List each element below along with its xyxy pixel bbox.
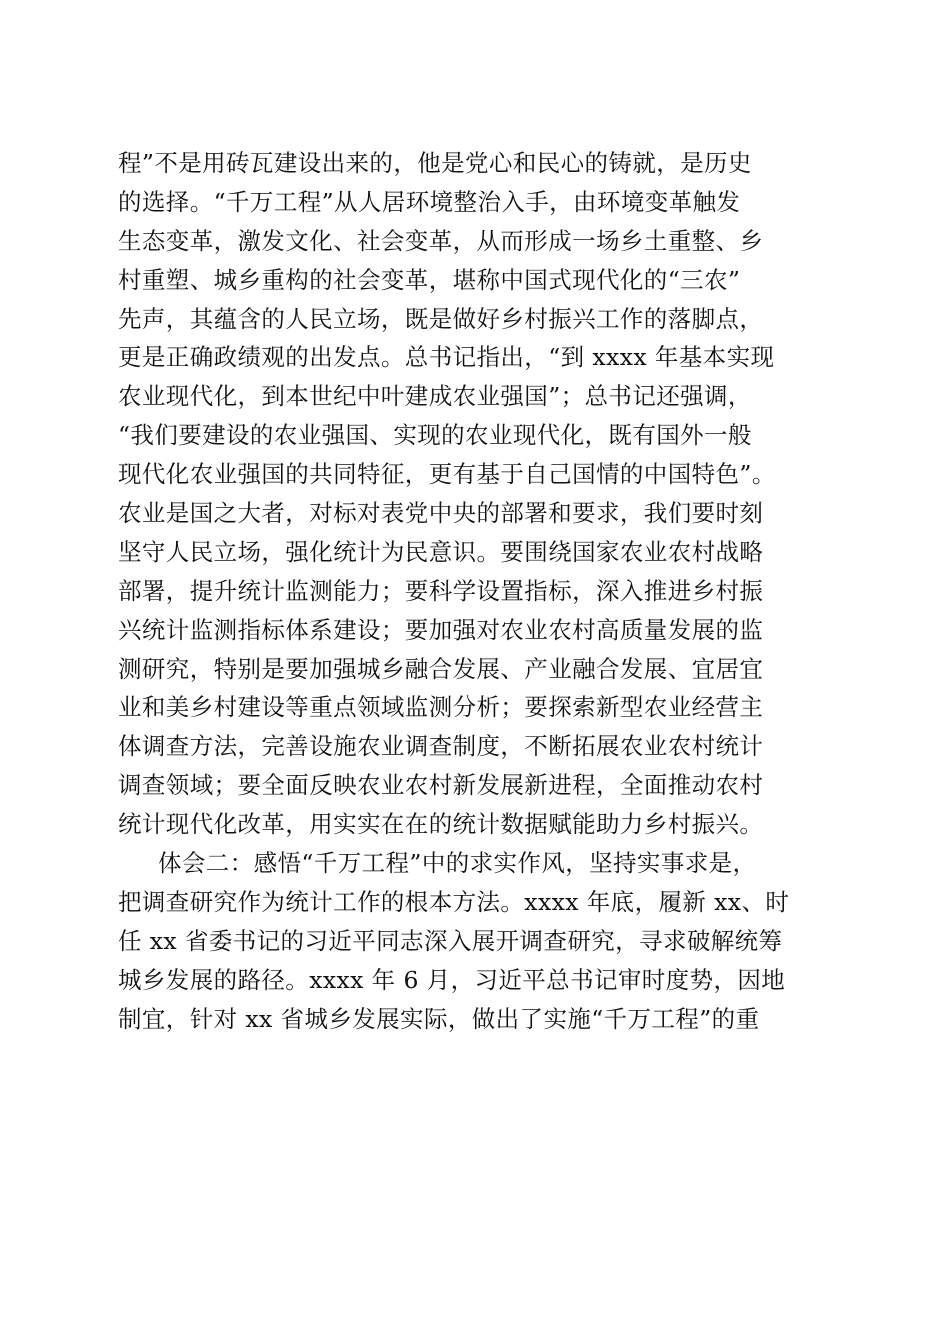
- text-line: 农业是国之大者，对标对表党中央的部署和要求，我们要时刻: [118, 499, 764, 528]
- text-line: 生态变革，激发文化、社会变革，从而形成一场乡土重整、乡: [118, 226, 764, 255]
- text-line: 调查领域；要全面反映农业农村新发展新进程，全面推动农村: [118, 771, 764, 800]
- text-line: 业和美乡村建设等重点领域监测分析；要探索新型农业经营主: [118, 693, 764, 722]
- text-line: 兴统计监测指标体系建设；要加强对农业农村高质量发展的监: [118, 615, 764, 644]
- body-text: [118, 144, 838, 1038]
- text-line: 把调查研究作为统计工作的根本方法。xxxx 年底，履新 xx、时: [118, 887, 790, 916]
- paragraph-start-line: 体会二：感悟“千万工程”中的求实作风，坚持实事求是，: [158, 849, 757, 878]
- text-line: 测研究，特别是要加强城乡融合发展、产业融合发展、宜居宜: [118, 654, 764, 683]
- text-line: 的选择。“千万工程”从人居环境整治入手，由环境变革触发: [118, 187, 741, 216]
- text-line: 城乡发展的路径。xxxx 年 6 月，习近平总书记审时度势，因地: [118, 965, 786, 994]
- text-line: 体调查方法，完善设施农业调查制度，不断拓展农业农村统计: [118, 732, 764, 761]
- text-line: 部署，提升统计监测能力；要科学设置指标，深入推进乡村振: [118, 576, 764, 605]
- text-line: “我们要建设的农业强国、实现的农业现代化，既有国外一般: [118, 421, 752, 450]
- text-line: 村重塑、城乡重构的社会变革，堪称中国式现代化的“三农”: [118, 265, 741, 294]
- text-line: 程”不是用砖瓦建设出来的，他是党心和民心的铸就，是历史: [118, 149, 752, 177]
- text-line: 先声，其蕴含的人民立场，既是做好乡村振兴工作的落脚点，: [118, 304, 764, 333]
- text-line: 农业现代化，到本世纪中叶建成农业强国”；总书记还强调，: [118, 382, 752, 411]
- text-line: 制宜，针对 xx 省城乡发展实际，做出了实施“千万工程”的重: [118, 1004, 760, 1033]
- text-line: 坚守人民立场，强化统计为民意识。要围绕国家农业农村战略: [118, 537, 764, 566]
- text-line: 任 xx 省委书记的习近平同志深入展开调查研究，寻求破解统筹: [118, 926, 783, 955]
- text-line: 现代化农业强国的共同特征，更有基于自己国情的中国特色”。: [118, 460, 776, 489]
- text-line: 更是正确政绩观的出发点。总书记指出，“到 xxxx 年基本实现: [118, 343, 775, 372]
- text-line: 统计现代化改革，用实实在在的统计数据赋能助力乡村振兴。: [118, 810, 764, 839]
